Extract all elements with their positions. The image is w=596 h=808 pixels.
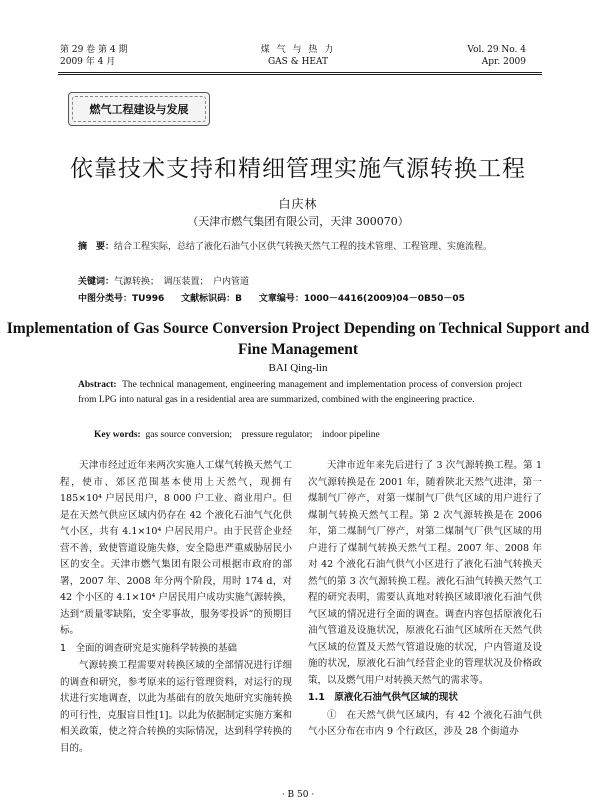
header-rule-thin (58, 74, 542, 75)
section-tag-label: 燃气工程建设与发展 (89, 103, 189, 116)
abstract-cn-label: 摘 要： (78, 242, 115, 252)
article-title-cn: 依靠技术支持和精细管理实施气源转换工程 (70, 156, 526, 182)
subsection-heading-1-1: 1.1 原液化石油气供气区域的现状 (308, 692, 458, 703)
issue-date-en: Apr. 2009 (481, 57, 526, 67)
author-cn: 白庆林 (278, 197, 318, 211)
abstract-en (78, 378, 522, 408)
body-column-right (308, 458, 542, 741)
journal-name-cn: 煤 气 与 热 力 (260, 45, 336, 55)
keywords-en-label: Key words: (94, 430, 141, 440)
abstract-en-label: Abstract: (78, 380, 117, 390)
journal-name-en: GAS & HEAT (267, 57, 329, 67)
abstract-cn-text: 结合工程实际，总结了液化石油气小区供气转换天然气工程的技术管理、工程管理、实施流程。 (114, 242, 493, 252)
affiliation-cn: （天津市燃气集团有限公司，天津 300070） (187, 215, 409, 228)
section-tag (68, 92, 210, 126)
author-en: BAI Qing-lin (268, 362, 328, 374)
body-paragraph: 气源转换工程需要对转换区域的全部情况进行详细的调查和研究，参考原来的运行管理资料，对运行的现状进行实地调查，以此为基础有的放矢地研究实施转换的可行性，克服盲目性[1]。以此为依据制定实施方案和相关政策，使之符合转换的实际情况，达到科学转换的目的。 (60, 660, 292, 754)
volume-issue-en: Vol. 29 No. 4 (467, 45, 526, 55)
classification-line (78, 292, 522, 307)
keywords-en (94, 426, 524, 440)
body-column-left (60, 458, 292, 757)
volume-issue: 第 29 卷 第 4 期 (60, 45, 128, 55)
abstract-cn (78, 240, 522, 255)
header-rule (58, 72, 542, 73)
keywords-en-text: gas source conversion; pressure regulator; indoor pipeline (145, 430, 380, 440)
clc-number: 中图分类号：TU996 (78, 294, 165, 304)
issue-date: 2009 年 4 月 (60, 57, 116, 67)
keywords-cn-text: 气源转换； 调压装置； 户内管道 (114, 277, 250, 287)
body-paragraph: 天津市经过近年来两次实施人工煤气转换天然气工程，使市、郊区范围基本使用上天然气，现拥有 185×10⁴ 户居民用户，8 000 户工业、商业用户。但是在天然气供应区域内仍存在 42 个液化石油气气化供气小区，共有 4.1×10⁴ 户居民用户。由于民营企业经营不善，致使管道设施失修，安全隐患严重威胁居民小区的安全。天津市燃气集团有限公司根据市政府的部署，2007 年、2008 年分两个阶段，用时 174 d，对 42 个小区的 4.1×10⁴ 户居民用户成功实施气源转换，达到“质量零缺陷，安全零事故，服务零投诉”的预期目标。 (60, 460, 292, 636)
document-code: 文献标识码：B (181, 294, 242, 304)
keywords-cn-label: 关键词： (78, 277, 115, 287)
journal-volume-info-en (467, 44, 526, 68)
article-number: 文章编号：1000－4416(2009)04－0B50－05 (258, 294, 465, 304)
body-paragraph: 天津市近年来先后进行了 3 次气源转换工程。第 1 次气源转换是在 2001 年，随着陕北天然气进津，第一煤制气厂停产，对第一煤制气厂供气区域的用户进行了煤制气转换天然气工程。第 2 次气源转换是在 2006 年，第二煤制气厂停产，对第二煤制气厂供气区域的用户进行了煤制气转换天然气工程。2007 年、2008 年对 42 个液化石油气供气小区进行了液化石油气转换天然气的第 3 次气源转换工程。液化石油气转换天然气工程的研究表明，需要认真地对转换区域即液化石油气供气区域的情况进行全面的调查。调查内容包括原液化石油气管道及设施状况，原液化石油气区域所在天然气供气区域的位置及天然气管道设施的状况，户内管道及设施的状况，原液化石油气经营企业的管理状况及价格政策，以及燃气用户对转换天然气的需求等。 (308, 460, 542, 686)
body-paragraph: ① 在天然气供气区域内，有 42 个液化石油气供气小区分布在市内 9 个行政区，涉及 28 个街道办 (308, 709, 542, 737)
section-heading-1: 1 全面的调查研究是实施科学转换的基础 (60, 642, 238, 654)
keywords-cn (78, 275, 522, 290)
article-title-en: Implementation of Gas Source Conversion Project Depending on Technical Support and Fine Management (6, 320, 590, 358)
abstract-en-text: The technical management, engineering management and implementation process of conversion project from LPG into natural gas in a residential area are summarized, combined with the engineering practice. (78, 380, 522, 405)
page-number: · B 50 · (281, 790, 315, 800)
